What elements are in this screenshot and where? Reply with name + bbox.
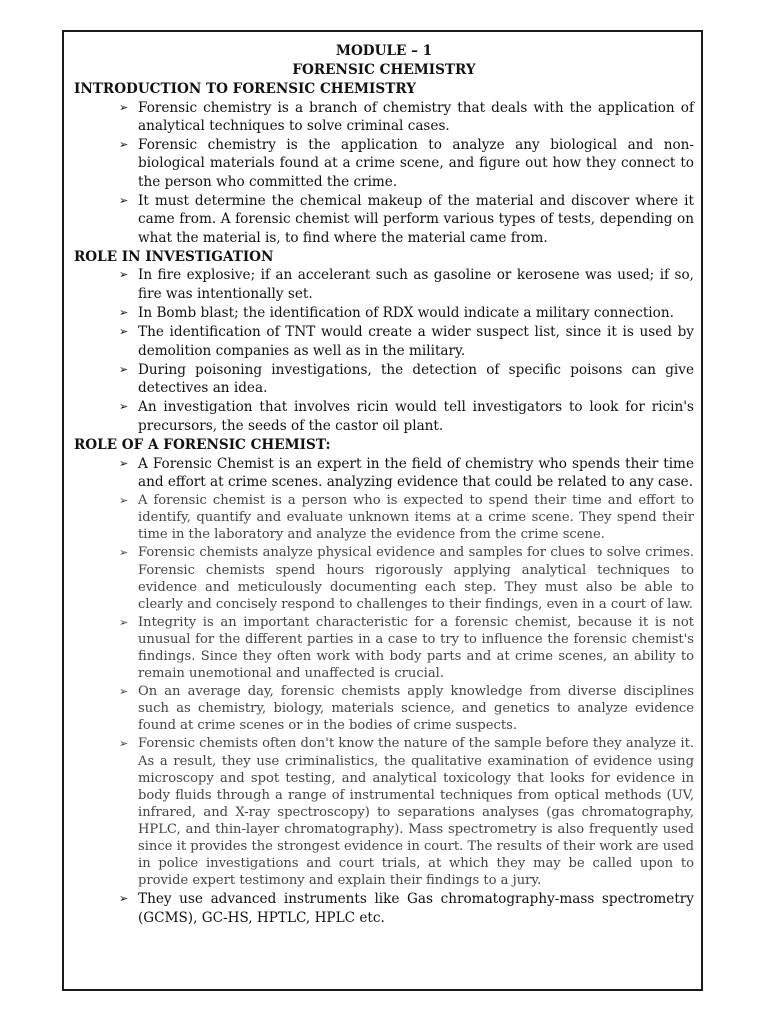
list-item: ➢ Forensic chemists often don't know the nature of the sample before they analyze it. As a result, they use criminalistics, the qualitative examination of evidence using microscopy and spot testing, and analytical toxicology that looks for evidence in body fluids through a range of instrumental techniques from optical methods (UV, infrared, and X-ray spectroscopy) to separations analyses (gas chromatography, HPLC, and thin-layer chromatography). Mass spectrometry is also frequently used since it provides the strongest evidence in court. The results of their work are used in police investigations and court trials, at which they may be called upon to provide expert testimony and explain their findings to a jury. (119, 736, 694, 889)
section-title-intro: INTRODUCTION TO FORENSIC CHEMISTRY (74, 81, 416, 97)
arrow-bullet-icon: ➢ (119, 100, 129, 114)
section-title-role-in-investigation: ROLE IN INVESTIGATION (74, 248, 274, 265)
arrow-bullet-icon: ➢ (119, 456, 129, 470)
arrow-bullet-icon: ➢ (119, 268, 129, 282)
intro-bullet-list (74, 99, 694, 247)
list-item: ➢ On an average day, forensic chemists apply knowledge from diverse disciplines such as chemistry, biology, materials science, and genetics to analyze evidence found at crime scenes or in the bodies of crime suspects. (119, 684, 694, 734)
list-item: ➢ During poisoning investigations, the detection of specific poisons can give detectives an idea. (119, 361, 694, 397)
arrow-bullet-icon: ➢ (119, 305, 129, 319)
module-heading: MODULE – 1 (335, 43, 433, 59)
arrow-bullet-icon: ➢ (119, 892, 129, 906)
chemist-bullet-list (74, 455, 694, 927)
arrow-bullet-icon: ➢ (119, 400, 129, 414)
list-item: ➢ In fire explosive; if an accelerant such as gasoline or kerosene was used; if so, fire was intentionally set. (119, 267, 694, 302)
list-item: ➢ It must determine the chemical makeup of the material and discover where it came from. A forensic chemist will perform various types of tests, depending on what the material is, to find where the material came from. (119, 192, 694, 246)
arrow-bullet-icon: ➢ (119, 615, 129, 629)
arrow-bullet-icon: ➢ (119, 546, 129, 560)
list-item: ➢ They use advanced instruments like Gas chromatography-mass spectrometry (GCMS), GC-HS, HPTLC, HPLC etc. (119, 891, 694, 926)
arrow-bullet-icon: ➢ (119, 138, 129, 152)
list-item: ➢ Forensic chemistry is a branch of chemistry that deals with the application of analytical techniques to solve criminal cases. (119, 99, 694, 134)
arrow-bullet-icon: ➢ (119, 362, 129, 376)
list-item: ➢ A Forensic Chemist is an expert in the field of chemistry who spends their time and effort at crime scenes. analyzing evidence that could be related to any case. (119, 455, 694, 490)
arrow-bullet-icon: ➢ (119, 494, 129, 508)
arrow-bullet-icon: ➢ (119, 325, 129, 339)
arrow-bullet-icon: ➢ (119, 685, 129, 699)
list-item: ➢ Integrity is an important characteristic for a forensic chemist, because it is not unusual for the different parties in a case to try to influence the forensic chemist's findings. Since they often work with body parts and at crime scenes, an ability to remain unemotional and unaffected is crucial. (119, 614, 694, 682)
document-title: FORENSIC CHEMISTRY (292, 62, 476, 78)
list-item: ➢ In Bomb blast; the identification of RDX would indicate a military connection. (119, 304, 674, 321)
arrow-bullet-icon: ➢ (119, 737, 129, 751)
list-item: ➢ Forensic chemistry is the application to analyze any biological and non-biological materials found at a crime scene, and figure out how they connect to the person who committed the crime. (119, 137, 694, 190)
list-item: ➢ A forensic chemist is a person who is expected to spend their time and effort to identify, quantify and evaluate unknown items at a crime scene. They spend their time in the laboratory and analyze the evidence from the crime scene. (119, 493, 694, 543)
list-item: ➢ An investigation that involves ricin would tell investigators to look for ricin's precursors, the seeds of the castor oil plant. (119, 399, 694, 434)
list-item: ➢ The identification of TNT would create a wider suspect list, since it is used by demolition companies as well as in the military. (119, 324, 694, 359)
arrow-bullet-icon: ➢ (119, 193, 129, 207)
list-item: ➢ Forensic chemists analyze physical evidence and samples for clues to solve crimes. Forensic chemists spend hours rigorously applying analytical techniques to evidence and meticulously documenting each step. They must also be able to clearly and concisely respond to challenges to their findings, even in a court of law. (119, 545, 694, 612)
investigation-bullet-list (74, 266, 694, 435)
section-title-role-of-chemist: ROLE OF A FORENSIC CHEMIST: (74, 437, 331, 454)
document-body (74, 42, 694, 928)
